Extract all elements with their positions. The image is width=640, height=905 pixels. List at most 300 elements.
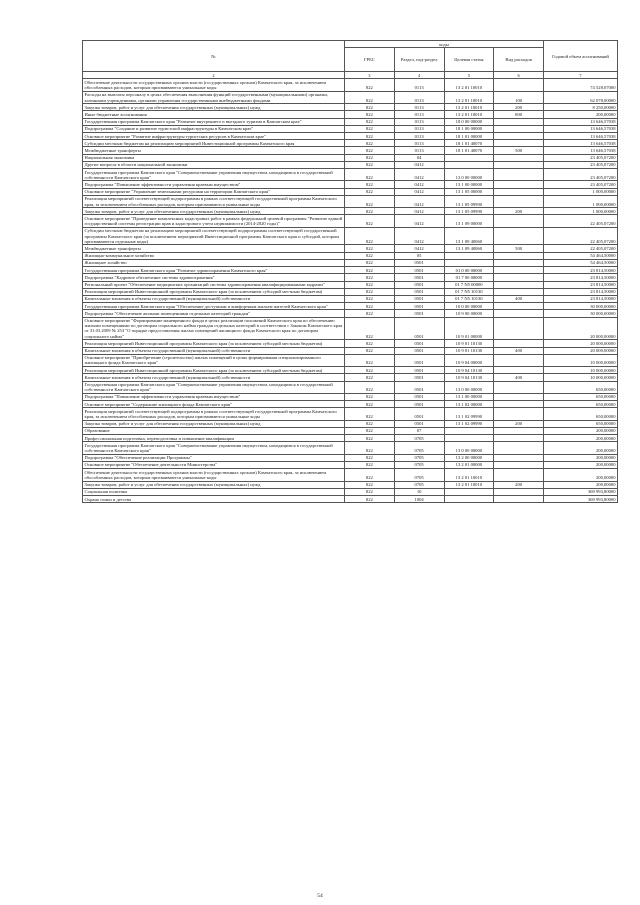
row-target-article-cell: 13 1 00 00000 [444, 393, 494, 400]
row-name-cell: Подпрограмма "Обеспечение реализации Программы" [83, 454, 345, 461]
row-name-cell: Реализация мероприятий Инвестиционной программы Камчатского края (за исключением субсидий местным бюджетам) [83, 288, 345, 295]
row-grbs-cell: 822 [345, 140, 395, 147]
row-expense-type-cell [494, 496, 544, 503]
row-section-cell: 07 [394, 427, 444, 434]
row-sum-cell: 10 000,00000 [544, 367, 618, 374]
row-name-cell: Основное мероприятие "Проведение комплексных кадастровых работ в рамках федеральной целевой программы "Развитие единой государственной системы регистрации прав и кадастрового учета недвижимости (2014-2020 годы)" [83, 215, 345, 227]
row-expense-type-cell [494, 317, 544, 340]
row-sum-cell: 200,00000 [544, 454, 618, 461]
row-sum-cell: 22 405,07200 [544, 227, 618, 245]
table-row [83, 245, 618, 252]
row-grbs-cell: 822 [345, 267, 395, 274]
row-grbs-cell: 822 [345, 169, 395, 181]
table-row [83, 147, 618, 154]
column-numbers-row [83, 72, 618, 79]
row-section-cell: 0113 [394, 133, 444, 140]
table-row [83, 79, 618, 91]
row-expense-type-cell [494, 427, 544, 434]
row-target-article-cell: 10 9 04 10130 [444, 374, 494, 381]
row-section-cell: 0501 [394, 420, 444, 427]
row-target-article-cell: 18 1 01 40070 [444, 140, 494, 147]
row-name-cell: Образование [83, 427, 345, 434]
row-expense-type-cell [494, 227, 544, 245]
row-sum-cell: 200,00000 [544, 481, 618, 488]
row-target-article-cell: 13 2 01 10010 [444, 111, 494, 118]
row-name-cell: Закупка товаров, работ и услуг для обеспечения государственных (муниципальных) нужд [83, 208, 345, 215]
row-target-article-cell: 13 2 01 10010 [444, 79, 494, 91]
table-row [83, 317, 618, 340]
row-expense-type-cell [494, 154, 544, 161]
row-expense-type-cell [494, 340, 544, 347]
row-section-cell: 0113 [394, 91, 444, 103]
row-expense-type-cell [494, 133, 544, 140]
row-target-article-cell: 13 0 00 00000 [444, 381, 494, 393]
row-grbs-cell: 822 [345, 259, 395, 266]
row-grbs-cell: 822 [345, 401, 395, 408]
row-sum-cell: 20 000,00000 [544, 317, 618, 340]
row-sum-cell: 650,00000 [544, 393, 618, 400]
row-target-article-cell [444, 259, 494, 266]
table-row [83, 354, 618, 366]
table-row [83, 133, 618, 140]
row-section-cell: 0705 [394, 454, 444, 461]
row-section-cell: 0501 [394, 347, 444, 354]
row-target-article-cell: 01 7 N5 10130 [444, 288, 494, 295]
row-expense-type-cell: 400 [494, 347, 544, 354]
row-expense-type-cell [494, 79, 544, 91]
row-name-cell: Государственная программа Камчатского края "Обеспечение доступным и комфортным жильем жителей Камчатского края" [83, 303, 345, 310]
row-sum-cell: 200,00000 [544, 461, 618, 468]
header-target-article: Целевая статья [444, 48, 494, 72]
row-target-article-cell: 10 9 01 10130 [444, 347, 494, 354]
row-sum-cell: 13 646,57038 [544, 140, 618, 147]
row-expense-type-cell: 200 [494, 481, 544, 488]
table-row [83, 227, 618, 245]
row-expense-type-cell: 100 [494, 91, 544, 103]
row-grbs-cell: 822 [345, 274, 395, 281]
row-section-cell: 10 [394, 488, 444, 495]
row-section-cell: 0501 [394, 295, 444, 302]
row-name-cell: Субсидии местным бюджетам на реализацию мероприятий Инвестиционной программы Камчатского края [83, 140, 345, 147]
table-row [83, 195, 618, 207]
row-name-cell: Капитальные вложения в объекты государственной (муниципальной) собственности [83, 347, 345, 354]
row-target-article-cell: 01 0 00 00000 [444, 267, 494, 274]
table-row [83, 295, 618, 302]
row-section-cell: 0501 [394, 259, 444, 266]
row-sum-cell: 13 646,57038 [544, 125, 618, 132]
row-section-cell: 0501 [394, 393, 444, 400]
row-grbs-cell: 822 [345, 111, 395, 118]
row-expense-type-cell [494, 488, 544, 495]
row-name-cell: Капитальные вложения в объекты государственной (муниципальной) собственности [83, 374, 345, 381]
row-target-article-cell: 01 7 00 00000 [444, 274, 494, 281]
table-header [83, 41, 618, 79]
row-name-cell: Основное мероприятие "Содержание жилищного фонда Камчатского края" [83, 401, 345, 408]
table-row [83, 481, 618, 488]
row-grbs-cell: 822 [345, 442, 395, 454]
table-row [83, 188, 618, 195]
table-row [83, 125, 618, 132]
row-sum-cell: 20 000,00000 [544, 347, 618, 354]
row-name-cell: Региональный проект "Обеспечение медицинских организаций системы здравоохранения квалифицированными кадрами" [83, 281, 345, 288]
row-grbs-cell: 822 [345, 245, 395, 252]
row-target-article-cell: 13 1 02 09990 [444, 408, 494, 420]
row-sum-cell: 23 814,50000 [544, 295, 618, 302]
row-sum-cell: 200,00000 [544, 111, 618, 118]
row-grbs-cell: 822 [345, 393, 395, 400]
column-number: 3 [345, 72, 395, 79]
row-name-cell: Основное мероприятие "Обеспечение деятельности Министерства" [83, 461, 345, 468]
table-row [83, 259, 618, 266]
row-grbs-cell: 822 [345, 461, 395, 468]
row-expense-type-cell [494, 393, 544, 400]
row-target-article-cell [444, 427, 494, 434]
row-section-cell: 0412 [394, 215, 444, 227]
row-section-cell: 0113 [394, 140, 444, 147]
row-expense-type-cell [494, 259, 544, 266]
row-grbs-cell: 822 [345, 161, 395, 168]
row-grbs-cell: 822 [345, 208, 395, 215]
table-row [83, 435, 618, 442]
row-grbs-cell: 822 [345, 310, 395, 317]
row-name-cell: Обеспечение деятельности государственных органов власти (государственных органов) Камчатского края, за исключением обособленных расходов, которым присваиваются уникальные коды [83, 469, 345, 481]
row-name-cell: Субсидии местным бюджетам на реализацию мероприятий соответствующей подпрограммы соответствующей государственной программы Камчатского края (за исключением мероприятий Инвестиционной программы Камчатского края и субсидий, которым присваиваются отдельные коды) [83, 227, 345, 245]
row-section-cell: 1004 [394, 496, 444, 503]
table-row [83, 181, 618, 188]
row-section-cell: 0501 [394, 381, 444, 393]
column-number: 5 [444, 72, 494, 79]
row-sum-cell: 1 000,00000 [544, 188, 618, 195]
row-target-article-cell: 10 9 01 00000 [444, 317, 494, 340]
row-section-cell: 0412 [394, 245, 444, 252]
row-expense-type-cell [494, 281, 544, 288]
row-section-cell: 0501 [394, 374, 444, 381]
row-target-article-cell: 13 2 01 10010 [444, 104, 494, 111]
row-grbs-cell: 822 [345, 481, 395, 488]
row-target-article-cell: 10 0 00 00000 [444, 303, 494, 310]
row-name-cell: Подпрограмма "Обеспечение жилыми помещениями отдельных категорий граждан" [83, 310, 345, 317]
row-grbs-cell: 822 [345, 91, 395, 103]
row-expense-type-cell: 400 [494, 295, 544, 302]
row-expense-type-cell [494, 188, 544, 195]
row-target-article-cell: 18 1 01 40070 [444, 147, 494, 154]
row-sum-cell: 23 814,50000 [544, 281, 618, 288]
row-grbs-cell: 822 [345, 435, 395, 442]
row-section-cell: 0113 [394, 79, 444, 91]
row-target-article-cell: 10 9 04 10130 [444, 367, 494, 374]
table-row [83, 154, 618, 161]
table-row [83, 169, 618, 181]
row-grbs-cell: 822 [345, 420, 395, 427]
row-sum-cell: 23 814,50000 [544, 267, 618, 274]
table-row [83, 401, 618, 408]
row-name-cell: Реализация мероприятий Инвестиционной программы Камчатского края (за исключением субсидий местным бюджетам) [83, 340, 345, 347]
table-row [83, 140, 618, 147]
header-section: Раздел, под-раздел [394, 48, 444, 72]
column-number: 2 [83, 72, 345, 79]
table-row [83, 303, 618, 310]
table-row [83, 91, 618, 103]
table-row [83, 393, 618, 400]
row-sum-cell: 23 405,07200 [544, 161, 618, 168]
row-grbs-cell: 822 [345, 340, 395, 347]
row-sum-cell: 200,00000 [544, 427, 618, 434]
row-sum-cell: 54 464,50000 [544, 259, 618, 266]
row-section-cell: 0412 [394, 181, 444, 188]
row-expense-type-cell [494, 195, 544, 207]
row-expense-type-cell [494, 469, 544, 481]
row-grbs-cell: 822 [345, 125, 395, 132]
row-grbs-cell: 822 [345, 288, 395, 295]
row-sum-cell: 650,00000 [544, 408, 618, 420]
row-name-cell: Закупка товаров, работ и услуг для обеспечения государственных (муниципальных) нужд [83, 420, 345, 427]
row-sum-cell: 1 000,00000 [544, 195, 618, 207]
row-expense-type-cell: 500 [494, 245, 544, 252]
table-row [83, 161, 618, 168]
row-name-cell: Государственная программа Камчатского края "Совершенствование управления имуществом, находящимся в государственной собственности Камчатского края" [83, 442, 345, 454]
row-expense-type-cell [494, 161, 544, 168]
table-row [83, 427, 618, 434]
row-grbs-cell: 822 [345, 281, 395, 288]
row-grbs-cell: 822 [345, 147, 395, 154]
row-sum-cell: 650,00000 [544, 420, 618, 427]
row-section-cell: 0705 [394, 435, 444, 442]
table-row [83, 208, 618, 215]
row-grbs-cell: 822 [345, 381, 395, 393]
row-expense-type-cell: 200 [494, 104, 544, 111]
row-expense-type-cell: 400 [494, 374, 544, 381]
row-expense-type-cell [494, 267, 544, 274]
row-section-cell: 0113 [394, 104, 444, 111]
row-section-cell: 0501 [394, 354, 444, 366]
row-name-cell: Иные бюджетные ассигнования [83, 111, 345, 118]
table-row [83, 310, 618, 317]
row-grbs-cell: 822 [345, 252, 395, 259]
row-expense-type-cell [494, 274, 544, 281]
table-row [83, 288, 618, 295]
table-row [83, 381, 618, 393]
row-sum-cell: 8 250,00000 [544, 104, 618, 111]
column-number: 4 [394, 72, 444, 79]
table-row [83, 442, 618, 454]
row-sum-cell: 13 646,57038 [544, 133, 618, 140]
row-expense-type-cell [494, 215, 544, 227]
row-section-cell: 04 [394, 154, 444, 161]
row-name-cell: Государственная программа Камчатского края "Развитие здравоохранения Камчатского края" [83, 267, 345, 274]
row-sum-cell: 200,00000 [544, 469, 618, 481]
row-section-cell: 0412 [394, 195, 444, 207]
row-target-article-cell: 13 1 02 09990 [444, 420, 494, 427]
row-grbs-cell: 822 [345, 367, 395, 374]
table-row [83, 496, 618, 503]
row-sum-cell: 13 646,57038 [544, 147, 618, 154]
row-name-cell: Основное мероприятие "Формирование маневренного фонда в целях реализации положений Камчатского края по обеспечению жилыми помещениями по договорам социального найма граждан отдельных категорий в соответствии с Законом Камчатского края от 31.03.2009 № 253 "О порядке предоставления жилых помещений жилищного фонда Камчатского края по договорам социального найма" [83, 317, 345, 340]
row-target-article-cell: 13 0 00 00000 [444, 442, 494, 454]
row-sum-cell: 650,00000 [544, 381, 618, 393]
row-name-cell: Социальная политика [83, 488, 345, 495]
row-section-cell: 0113 [394, 147, 444, 154]
row-target-article-cell [444, 435, 494, 442]
row-section-cell: 0501 [394, 340, 444, 347]
table-row [83, 118, 618, 125]
row-expense-type-cell [494, 401, 544, 408]
row-expense-type-cell [494, 288, 544, 295]
row-target-article-cell [444, 161, 494, 168]
row-target-article-cell: 13 1 05 00000 [444, 188, 494, 195]
row-section-cell: 0501 [394, 310, 444, 317]
row-target-article-cell: 13 2 00 00000 [444, 454, 494, 461]
row-section-cell: 0501 [394, 367, 444, 374]
row-expense-type-cell [494, 367, 544, 374]
row-expense-type-cell [494, 125, 544, 132]
row-sum-cell: 369 993,80000 [544, 488, 618, 495]
row-sum-cell: 369 993,80000 [544, 496, 618, 503]
row-sum-cell: 10 000,00000 [544, 374, 618, 381]
row-target-article-cell [444, 154, 494, 161]
row-name-cell: Основное мероприятие "Управление земельными ресурсами на территории Камчатского края" [83, 188, 345, 195]
row-sum-cell: 1 000,00000 [544, 208, 618, 215]
row-expense-type-cell [494, 381, 544, 393]
row-sum-cell: 74 528,07000 [544, 79, 618, 91]
row-section-cell: 0501 [394, 267, 444, 274]
table-row [83, 111, 618, 118]
row-target-article-cell: 18 1 01 00000 [444, 133, 494, 140]
table-row [83, 281, 618, 288]
row-grbs-cell: 822 [345, 496, 395, 503]
row-section-cell: 0412 [394, 227, 444, 245]
row-grbs-cell: 822 [345, 195, 395, 207]
row-sum-cell: 650,00000 [544, 401, 618, 408]
row-section-cell: 05 [394, 252, 444, 259]
row-sum-cell: 23 405,07200 [544, 169, 618, 181]
row-expense-type-cell [494, 303, 544, 310]
row-name-cell: Основное мероприятие "Развитие инфраструктуры туристских ресурсов в Камчатском крае" [83, 133, 345, 140]
row-grbs-cell: 822 [345, 469, 395, 481]
row-name-cell: Закупка товаров, работ и услуг для обеспечения государственных (муниципальных) нужд [83, 104, 345, 111]
row-target-article-cell: 01 7 N5 10130 [444, 295, 494, 302]
budget-table [82, 40, 618, 503]
row-section-cell: 0501 [394, 408, 444, 420]
row-name-cell: Жилищно-коммунальное хозяйство [83, 252, 345, 259]
row-name-cell: Реализация мероприятий соответствующей подпрограммы в рамках соответствующей государственной программы Камчатского края, за исключением обособленных расходов, которым присваиваются уникальные коды [83, 195, 345, 207]
row-expense-type-cell [494, 169, 544, 181]
row-target-article-cell: 13 1 00 00000 [444, 181, 494, 188]
row-name-cell: Закупка товаров, работ и услуг для обеспечения государственных (муниципальных) нужд [83, 481, 345, 488]
row-target-article-cell: 13 2 01 00000 [444, 461, 494, 468]
row-expense-type-cell [494, 461, 544, 468]
table-row [83, 488, 618, 495]
row-target-article-cell: 13 2 01 10010 [444, 481, 494, 488]
row-name-cell: Другие вопросы в области национальной экономики [83, 161, 345, 168]
row-name-cell: Профессиональная подготовка, переподготовка и повышение квалификации [83, 435, 345, 442]
table-row [83, 252, 618, 259]
row-expense-type-cell [494, 181, 544, 188]
row-target-article-cell [444, 488, 494, 495]
row-sum-cell: 30 000,00000 [544, 303, 618, 310]
row-grbs-cell: 822 [345, 79, 395, 91]
table-row [83, 104, 618, 111]
row-section-cell: 0113 [394, 111, 444, 118]
row-name-cell: Обеспечение деятельности государственных органов власти (государственных органов) Камчатского края, за исключением обособленных расходов, которым присваиваются уникальные коды [83, 79, 345, 91]
table-row [83, 367, 618, 374]
row-expense-type-cell: 200 [494, 420, 544, 427]
row-section-cell: 0113 [394, 118, 444, 125]
row-expense-type-cell [494, 408, 544, 420]
row-sum-cell: 54 464,50000 [544, 252, 618, 259]
row-grbs-cell: 822 [345, 488, 395, 495]
row-sum-cell: 62 078,00000 [544, 91, 618, 103]
row-sum-cell: 20 000,00000 [544, 340, 618, 347]
row-grbs-cell: 822 [345, 188, 395, 195]
row-sum-cell: 200,00000 [544, 435, 618, 442]
row-target-article-cell: 13 2 01 10010 [444, 469, 494, 481]
column-number: 6 [494, 72, 544, 79]
row-target-article-cell: 13 1 02 00000 [444, 401, 494, 408]
row-sum-cell: 23 814,50000 [544, 288, 618, 295]
row-sum-cell: 22 405,07200 [544, 215, 618, 227]
row-target-article-cell: 13 0 00 00000 [444, 169, 494, 181]
row-sum-cell: 10 000,00000 [544, 354, 618, 366]
table-row [83, 347, 618, 354]
row-section-cell: 0705 [394, 481, 444, 488]
row-expense-type-cell [494, 354, 544, 366]
row-target-article-cell [444, 496, 494, 503]
table-row [83, 420, 618, 427]
row-expense-type-cell [494, 118, 544, 125]
row-target-article-cell: 18 1 00 00000 [444, 125, 494, 132]
row-section-cell: 0412 [394, 161, 444, 168]
row-target-article-cell: 10 9 01 10130 [444, 340, 494, 347]
row-sum-cell: 13 646,57038 [544, 118, 618, 125]
row-grbs-cell: 822 [345, 154, 395, 161]
row-target-article-cell [444, 252, 494, 259]
header-codes: коды [345, 41, 544, 48]
row-name-cell: Подпрограмма "Повышение эффективности управления краевым имуществом" [83, 393, 345, 400]
row-section-cell: 0501 [394, 401, 444, 408]
row-grbs-cell: 822 [345, 104, 395, 111]
row-name-cell: Национальная экономика [83, 154, 345, 161]
row-grbs-cell: 822 [345, 181, 395, 188]
row-section-cell: 0501 [394, 288, 444, 295]
row-sum-cell: 200,00000 [544, 442, 618, 454]
row-section-cell: 0501 [394, 281, 444, 288]
row-expense-type-cell: 500 [494, 147, 544, 154]
row-target-article-cell: 13 1 05 09990 [444, 208, 494, 215]
row-section-cell: 0412 [394, 169, 444, 181]
row-grbs-cell: 822 [345, 133, 395, 140]
row-section-cell: 0705 [394, 469, 444, 481]
row-grbs-cell: 822 [345, 295, 395, 302]
row-expense-type-cell [494, 310, 544, 317]
row-expense-type-cell [494, 454, 544, 461]
table-row [83, 374, 618, 381]
row-target-article-cell: 18 0 00 00000 [444, 118, 494, 125]
row-target-article-cell: 13 1 05 09990 [444, 195, 494, 207]
row-section-cell: 0113 [394, 125, 444, 132]
row-expense-type-cell [494, 442, 544, 454]
row-grbs-cell: 822 [345, 408, 395, 420]
row-grbs-cell: 822 [345, 303, 395, 310]
row-target-article-cell: 01 7 N5 00000 [444, 281, 494, 288]
row-section-cell: 0412 [394, 208, 444, 215]
table-row [83, 454, 618, 461]
row-expense-type-cell [494, 140, 544, 147]
row-name-cell: Государственная программа Камчатского края "Совершенствование управления имуществом, находящимся в государственной собственности Камчатского края" [83, 169, 345, 181]
header-expense-type: Вид расходов [494, 48, 544, 72]
table-row [83, 340, 618, 347]
row-name-cell: Подпрограмма "Повышение эффективности управления краевым имуществом" [83, 181, 345, 188]
row-name-cell: Межбюджетные трансферты [83, 147, 345, 154]
